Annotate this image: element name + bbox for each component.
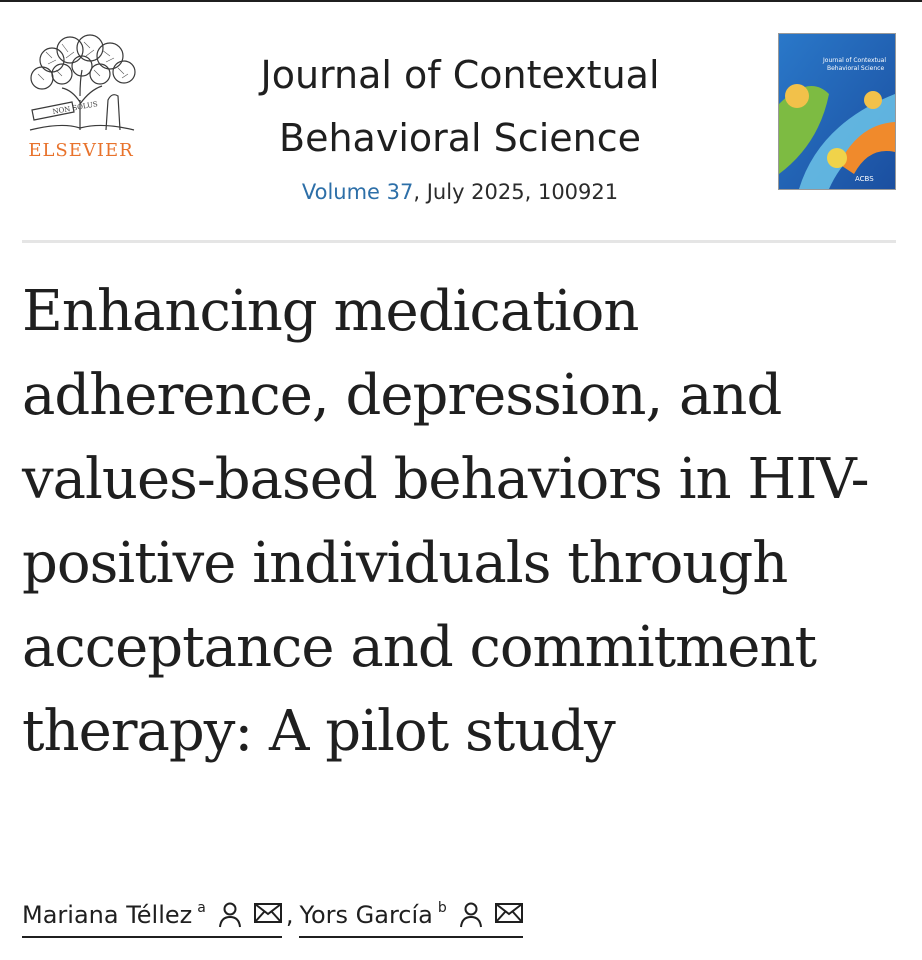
- author-name: Yors García: [299, 901, 433, 929]
- publisher-name: ELSEVIER: [28, 140, 134, 161]
- mail-icon: [254, 902, 282, 930]
- header-divider: [22, 240, 896, 243]
- publisher-logo[interactable]: [22, 30, 140, 166]
- author-name: Mariana Téllez: [22, 901, 193, 929]
- author-link[interactable]: [299, 898, 522, 938]
- article-title: Enhancing medication adherence, depression, and values-based behaviors in HIV-positive individuals through acceptance and commitment therapy: A pilot study: [22, 279, 869, 764]
- journal-title[interactable]: Journal of Contextual Behavioral Science: [260, 53, 660, 160]
- issue-info: , July 2025, 100921: [413, 180, 619, 204]
- affiliation-marker: a: [197, 900, 206, 916]
- svg-text:Behavioral Science: Behavioral Science: [827, 65, 885, 72]
- elsevier-tree-logo: [22, 30, 140, 134]
- svg-text:Journal of Contextual: Journal of Contextual: [823, 57, 886, 64]
- person-icon: [459, 902, 483, 934]
- author-list: [22, 898, 523, 942]
- top-rule: [0, 0, 922, 2]
- mail-icon: [495, 902, 523, 930]
- person-icon: [218, 902, 242, 934]
- svg-text:ACBS: ACBS: [855, 175, 874, 183]
- svg-text:NON SOLUS: NON SOLUS: [51, 100, 99, 116]
- journal-cover-image[interactable]: [778, 33, 896, 190]
- author-separator: ,: [285, 901, 294, 929]
- volume-link[interactable]: Volume 37: [301, 180, 414, 204]
- journal-header: [190, 44, 730, 204]
- author-link[interactable]: [22, 898, 282, 938]
- issue-line: [190, 180, 730, 204]
- affiliation-marker: b: [437, 900, 447, 916]
